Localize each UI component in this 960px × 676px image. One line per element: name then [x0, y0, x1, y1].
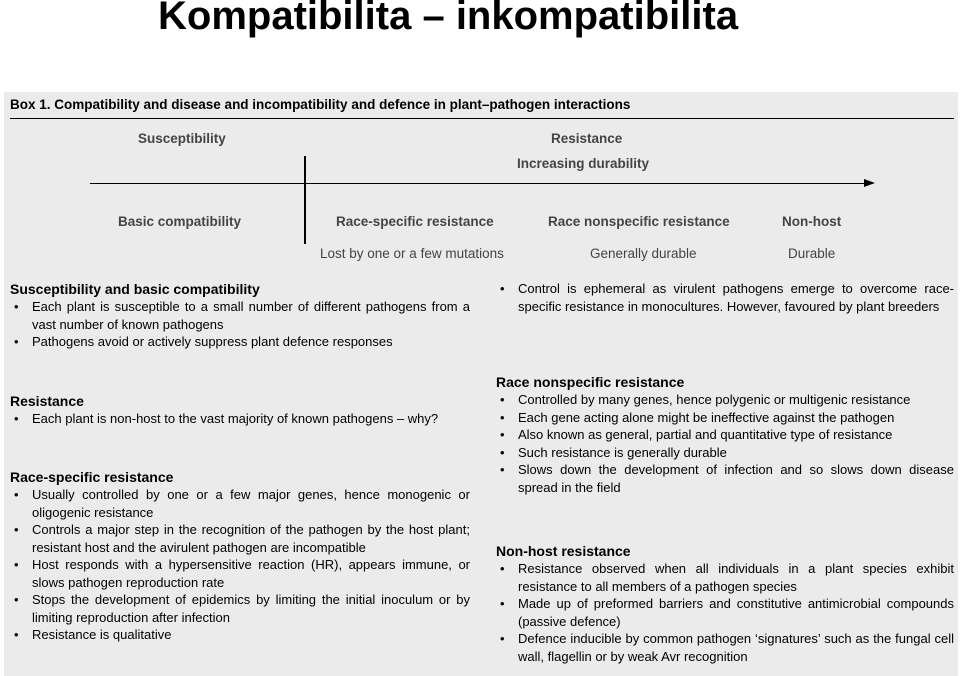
- list-item: • Each plant is susceptible to a small number of different pathogens from a vast number of known pathogens: [10, 298, 470, 333]
- list-item: • Defence inducible by common pathogen ‘signatures’ such as the fungal cell wall, flagellin or by weak Avr recognition: [496, 630, 954, 665]
- durability-arrow-line: [90, 183, 866, 184]
- box-title-rule: [10, 118, 954, 119]
- list-item: • Host responds with a hypersensitive reaction (HR), appears immune, or slows pathogen reproduction rate: [10, 556, 470, 591]
- section-control: [496, 280, 954, 315]
- durability-generally-durable: Generally durable: [590, 246, 697, 261]
- list-item: • Each gene acting alone might be ineffective against the pathogen: [496, 409, 954, 427]
- list-item: • Control is ephemeral as virulent pathogens emerge to overcome race-specific resistance in monocultures. However, favoured by plant breeders: [496, 280, 954, 315]
- section-race-nonspecific: [496, 373, 954, 496]
- category-non-host: Non-host: [782, 214, 842, 229]
- list-item: • Pathogens avoid or actively suppress plant defence responses: [10, 333, 470, 351]
- list-item: • Controls a major step in the recognition of the pathogen by the host plant; resistant host and the avirulent pathogen are incompatible: [10, 521, 470, 556]
- list-item: • Stops the development of epidemics by limiting the initial inoculum or by limiting reproduction after infection: [10, 591, 470, 626]
- resistance-label: Resistance: [551, 131, 623, 146]
- list-item: • Usually controlled by one or a few major genes, hence monogenic or oligogenic resistance: [10, 486, 470, 521]
- section-race-specific: [10, 468, 470, 644]
- section-non-host: [496, 542, 954, 665]
- list-item: • Resistance is qualitative: [10, 626, 470, 644]
- list-item: • Such resistance is generally durable: [496, 444, 954, 462]
- category-race-specific: Race-specific resistance: [336, 214, 494, 229]
- section-susceptibility: [10, 280, 470, 351]
- section-heading: Race-specific resistance: [10, 469, 174, 485]
- durability-durable: Durable: [788, 246, 836, 261]
- divider-line: [304, 156, 306, 244]
- category-race-nonspecific: Race nonspecific resistance: [548, 214, 730, 229]
- section-heading: Susceptibility and basic compatibility: [10, 281, 260, 297]
- box-title: Box 1. Compatibility and disease and incompatibility and defence in plant–pathogen interactions: [10, 97, 631, 112]
- arrow-head-icon: [864, 179, 875, 187]
- section-heading: Race nonspecific resistance: [496, 374, 685, 390]
- slide-title: Kompatibilita – inkompatibilita: [158, 0, 739, 38]
- durability-lost-by-mutations: Lost by one or a few mutations: [320, 246, 504, 261]
- list-item: • Resistance observed when all individuals in a plant species exhibit resistance to all members of a pathogen species: [496, 560, 954, 595]
- list-item: • Controlled by many genes, hence polygenic or multigenic resistance: [496, 391, 954, 409]
- section-heading: Non-host resistance: [496, 543, 631, 559]
- list-item: • Also known as general, partial and quantitative type of resistance: [496, 426, 954, 444]
- list-item: • Each plant is non-host to the vast majority of known pathogens – why?: [10, 410, 470, 428]
- category-basic-compatibility: Basic compatibility: [118, 214, 242, 229]
- increasing-durability-label: Increasing durability: [517, 156, 650, 171]
- section-heading: Resistance: [10, 393, 84, 409]
- list-item: • Slows down the development of infection and so slows down disease spread in the field: [496, 461, 954, 496]
- list-item: • Made up of preformed barriers and constitutive antimicrobial compounds (passive defence): [496, 595, 954, 630]
- section-resistance: [10, 392, 470, 428]
- susceptibility-label: Susceptibility: [138, 131, 226, 146]
